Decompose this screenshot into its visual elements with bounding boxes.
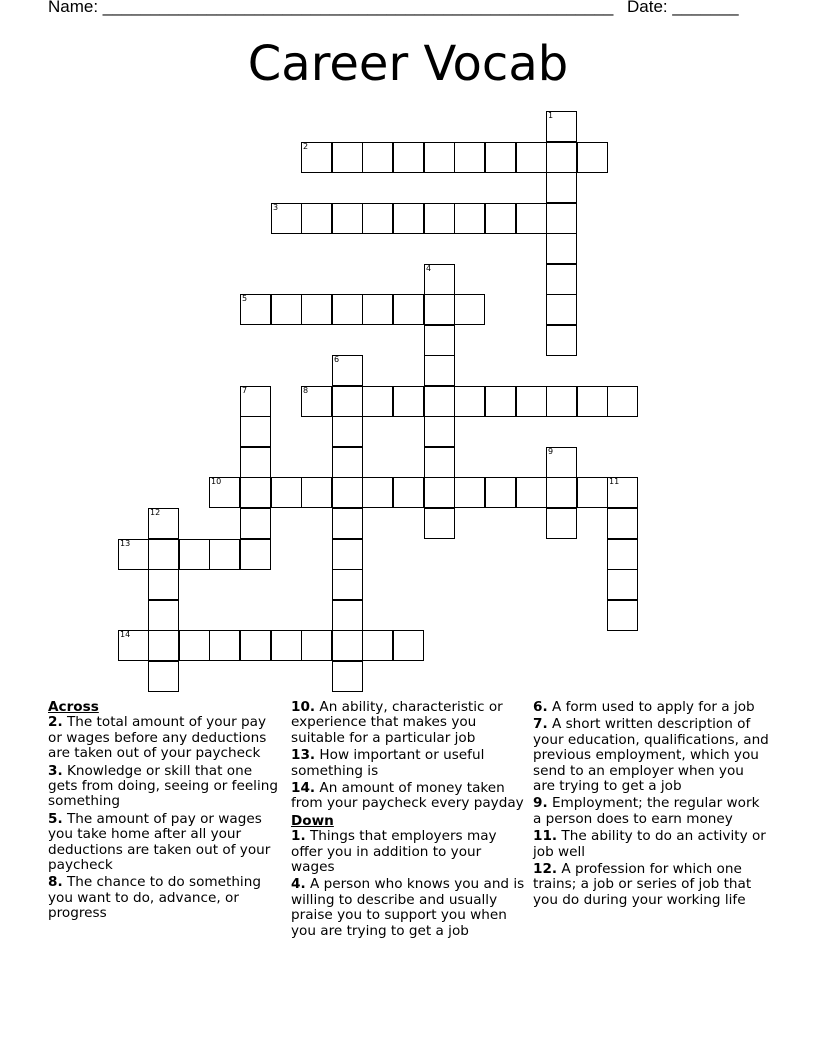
- clue-across-5: 5. The amount of pay or wages you take home after all your deductions are taken out of your paycheck: [48, 810, 271, 874]
- crossword-cell[interactable]: [607, 477, 638, 508]
- crossword-cell[interactable]: [240, 508, 271, 539]
- crossword-cell[interactable]: [393, 294, 424, 325]
- crossword-cell[interactable]: [607, 386, 638, 417]
- crossword-cell[interactable]: [362, 477, 393, 508]
- clue-down-7: 7. A short written description of your education, qualifications, and previous employment, which you send to an employer when you are trying to get a job: [533, 716, 769, 795]
- crossword-cell[interactable]: [118, 630, 149, 661]
- crossword-cell[interactable]: [424, 203, 455, 234]
- clue-down-9: 9. Employment; the regular work a person does to earn money: [533, 795, 760, 827]
- crossword-cell[interactable]: [240, 539, 271, 570]
- clue-across-13: 13. How important or useful something is: [291, 747, 485, 779]
- crossword-cell[interactable]: [393, 386, 424, 417]
- clue-down-1: 1. Things that employers may offer you in addition to your wages: [291, 828, 497, 876]
- crossword-cell[interactable]: [516, 203, 547, 234]
- clue-number: 10: [211, 477, 222, 486]
- clue-number: 2: [303, 142, 309, 151]
- crossword-cell[interactable]: [362, 203, 393, 234]
- crossword-cell[interactable]: [148, 630, 179, 661]
- crossword-cell[interactable]: [148, 569, 179, 600]
- crossword-cell[interactable]: [332, 600, 363, 631]
- crossword-cell[interactable]: [546, 508, 577, 539]
- crossword-cell[interactable]: [424, 355, 455, 386]
- crossword-cell[interactable]: [209, 477, 240, 508]
- clue-number: 1: [548, 111, 554, 120]
- crossword-cell[interactable]: [607, 600, 638, 631]
- crossword-cell[interactable]: [454, 294, 485, 325]
- crossword-cell[interactable]: [546, 294, 577, 325]
- crossword-cell[interactable]: [424, 386, 455, 417]
- crossword-cell[interactable]: [209, 630, 240, 661]
- clue-number: 11: [609, 477, 620, 486]
- crossword-cell[interactable]: [332, 294, 363, 325]
- crossword-cell[interactable]: [240, 294, 271, 325]
- crossword-cell[interactable]: [301, 630, 332, 661]
- clue-down-11: 11. The ability to do an activity or job well: [533, 828, 766, 860]
- crossword-cell[interactable]: [424, 142, 455, 173]
- crossword-cell[interactable]: [332, 416, 363, 447]
- crossword-cell[interactable]: [546, 142, 577, 173]
- clue-down-12: 12. A profession for which one trains; a job or series of job that you do during your working life: [533, 861, 752, 908]
- clue-down-6: 6. A form used to apply for a job: [533, 699, 755, 715]
- crossword-cell[interactable]: [424, 325, 455, 356]
- clue-column-1: [48, 700, 280, 924]
- crossword-cell[interactable]: [209, 539, 240, 570]
- crossword-cell[interactable]: [301, 203, 332, 234]
- crossword-cell[interactable]: [271, 477, 302, 508]
- crossword-cell[interactable]: [516, 142, 547, 173]
- page-title: Career Vocab: [247, 36, 569, 92]
- crossword-cell[interactable]: [607, 539, 638, 570]
- crossword-cell[interactable]: [118, 539, 149, 570]
- crossword-cell[interactable]: [393, 630, 424, 661]
- clue-number: 14: [120, 630, 131, 639]
- clue-across-14: 14. An amount of money taken from your paycheck every payday: [291, 780, 524, 812]
- clue-column-3: [533, 700, 769, 910]
- crossword-cell[interactable]: [424, 508, 455, 539]
- crossword-cell[interactable]: [332, 508, 363, 539]
- crossword-cell[interactable]: [332, 630, 363, 661]
- clue-number: 7: [242, 386, 248, 395]
- crossword-cell[interactable]: [485, 477, 516, 508]
- crossword-cell[interactable]: [240, 386, 271, 417]
- clue-number: 9: [548, 447, 554, 456]
- crossword-cell[interactable]: [454, 203, 485, 234]
- crossword-cell[interactable]: [516, 386, 547, 417]
- crossword-cell[interactable]: [485, 142, 516, 173]
- crossword-cell[interactable]: [271, 630, 302, 661]
- crossword-cell[interactable]: [485, 386, 516, 417]
- crossword-cell[interactable]: [546, 477, 577, 508]
- clue-down-4: 4. A person who knows you and is willing to describe and usually praise you to support you when you are trying to get a job: [291, 876, 525, 939]
- crossword-cell[interactable]: [362, 142, 393, 173]
- crossword-cell[interactable]: [546, 233, 577, 264]
- crossword-cell[interactable]: [546, 264, 577, 295]
- crossword-cell[interactable]: [148, 539, 179, 570]
- crossword-cell[interactable]: [240, 630, 271, 661]
- crossword-cell[interactable]: [546, 111, 577, 142]
- crossword-cell[interactable]: [393, 203, 424, 234]
- crossword-cell[interactable]: [362, 386, 393, 417]
- clue-number: 5: [242, 294, 248, 303]
- crossword-cell[interactable]: [362, 294, 393, 325]
- crossword-cell[interactable]: [240, 477, 271, 508]
- crossword-cell[interactable]: [301, 142, 332, 173]
- clue-across-2: 2. The total amount of your pay or wages before any deductions are taken out of your paycheck: [48, 714, 267, 762]
- clue-number: 8: [303, 386, 309, 395]
- crossword-cell[interactable]: [485, 203, 516, 234]
- down-heading: Down: [291, 812, 334, 829]
- crossword-cell[interactable]: [454, 142, 485, 173]
- crossword-cell[interactable]: [332, 142, 363, 173]
- crossword-cell[interactable]: [546, 325, 577, 356]
- crossword-cell[interactable]: [332, 203, 363, 234]
- crossword-cell[interactable]: [148, 661, 179, 692]
- crossword-cell[interactable]: [332, 447, 363, 478]
- crossword-cell[interactable]: [577, 142, 608, 173]
- crossword-cell[interactable]: [424, 447, 455, 478]
- crossword-cell[interactable]: [332, 477, 363, 508]
- crossword-cell[interactable]: [301, 386, 332, 417]
- crossword-cell[interactable]: [301, 294, 332, 325]
- clue-across-8: 8. The chance to do something you want to do, advance, or progress: [48, 874, 261, 922]
- clue-number: 6: [334, 355, 340, 364]
- date-field[interactable]: Date: _______: [627, 0, 739, 16]
- crossword-cell[interactable]: [332, 569, 363, 600]
- crossword-cell[interactable]: [454, 386, 485, 417]
- crossword-cell[interactable]: [240, 447, 271, 478]
- crossword-cell[interactable]: [393, 142, 424, 173]
- across-heading: Across: [48, 699, 99, 715]
- crossword-cell[interactable]: [332, 355, 363, 386]
- crossword-cell[interactable]: [454, 477, 485, 508]
- crossword-cell[interactable]: [301, 477, 332, 508]
- crossword-cell[interactable]: [424, 416, 455, 447]
- crossword-cell[interactable]: [607, 569, 638, 600]
- crossword-cell[interactable]: [424, 264, 455, 295]
- clue-number: 13: [120, 539, 131, 548]
- crossword-cell[interactable]: [179, 630, 210, 661]
- crossword-cell[interactable]: [546, 447, 577, 478]
- crossword-cell[interactable]: [577, 386, 608, 417]
- crossword-cell[interactable]: [148, 600, 179, 631]
- crossword-cell[interactable]: [332, 386, 363, 417]
- crossword-cell[interactable]: [546, 386, 577, 417]
- clue-across-3: 3. Knowledge or skill that one gets from doing, seeing or feeling something: [48, 762, 278, 810]
- crossword-cell[interactable]: [546, 172, 577, 203]
- crossword-cell[interactable]: [577, 477, 608, 508]
- crossword-cell[interactable]: [179, 539, 210, 570]
- crossword-cell[interactable]: [332, 661, 363, 692]
- name-field[interactable]: Name: ______________________________________________________: [48, 0, 614, 16]
- crossword-cell[interactable]: [271, 203, 302, 234]
- clue-across-10: 10. An ability, characteristic or experience that makes you suitable for a particular job: [291, 699, 503, 746]
- crossword-cell[interactable]: [362, 630, 393, 661]
- crossword-cell[interactable]: [424, 294, 455, 325]
- clue-number: 3: [273, 203, 279, 212]
- crossword-cell[interactable]: [516, 477, 547, 508]
- crossword-cell[interactable]: [271, 294, 302, 325]
- crossword-cell[interactable]: [546, 203, 577, 234]
- clue-number: 12: [150, 508, 161, 517]
- clue-column-2: [291, 700, 525, 941]
- clue-number: 4: [426, 264, 432, 273]
- crossword-cell[interactable]: [148, 508, 179, 539]
- crossword-cell[interactable]: [424, 477, 455, 508]
- crossword-cell[interactable]: [607, 508, 638, 539]
- crossword-cell[interactable]: [393, 477, 424, 508]
- crossword-cell[interactable]: [240, 416, 271, 447]
- crossword-cell[interactable]: [332, 539, 363, 570]
